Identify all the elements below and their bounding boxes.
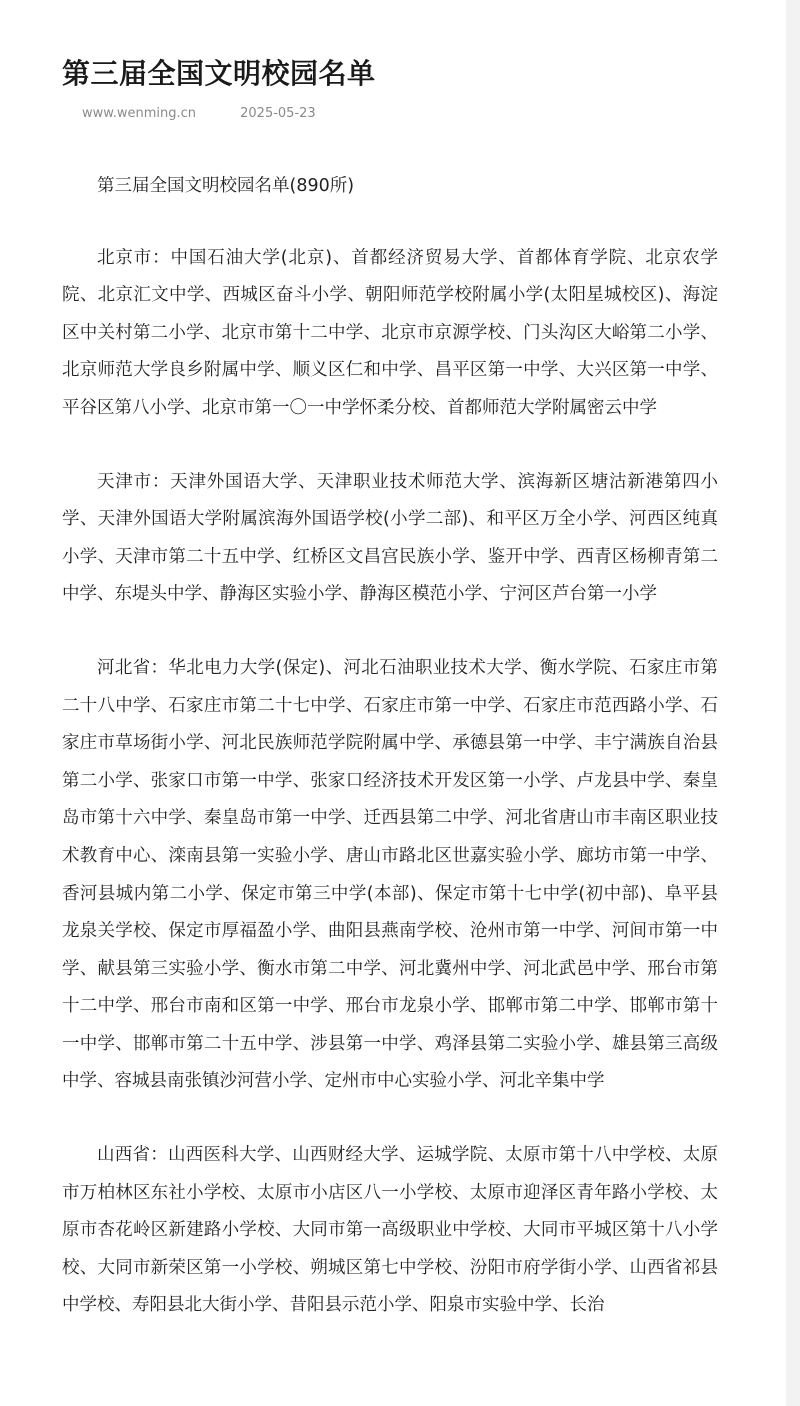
list-heading: 第三届全国文明校园名单(890所) xyxy=(97,176,355,196)
publish-date: 2025-05-23 xyxy=(240,106,316,121)
paragraph-tianjin: 天津市：天津外国语大学、天津职业技术师范大学、滨海新区塘沽新港第四小学、天津外国语大学附属滨海外国语学校(小学二部)、和平区万全小学、河西区纯真小学、天津市第二十五中学、红桥区文昌宫民族小学、鉴开中学、西青区杨柳青第二中学、东堤头中学、静海区实验小学、静海区模范小学、宁河区芦台第一小学 xyxy=(62,471,718,605)
paragraph-hebei: 河北省：华北电力大学(保定)、河北石油职业技术大学、衡水学院、石家庄市第二十八中学、石家庄市第二十七中学、石家庄市第一中学、石家庄市范西路小学、石家庄市草场街小学、河北民族师范学院附属中学、承德县第一中学、丰宁满族自治县第二小学、张家口市第一中学、张家口经济技术开发区第一小学、卢龙县中学、秦皇岛市第十六中学、秦皇岛市第一中学、迁西县第二中学、河北省唐山市丰南区职业技术教育中心、滦南县第一实验小学、唐山市路北区世嘉实验小学、廊坊市第一中学、香河县城内第二小学、保定市第三中学(本部)、保定市第十七中学(初中部)、阜平县龙泉关学校、保定市厚福盈小学、曲阳县燕南学校、沧州市第一中学、河间市第一中学、献县第三实验小学、衡水市第二中学、河北冀州中学、河北武邑中学、邢台市第十二中学、邢台市南和区第一中学、邢台市龙泉小学、邯郸市第二中学、邯郸市第十一中学、邯郸市第二十五中学、涉县第一中学、鸡泽县第二实验小学、雄县第三高级中学、容城县南张镇沙河营小学、定州市中心实验小学、河北辛集中学 xyxy=(62,657,718,1092)
article-body xyxy=(62,168,718,1361)
page-title: 第三届全国文明校园名单 xyxy=(62,57,376,90)
paragraph-shanxi: 山西省：山西医科大学、山西财经大学、运城学院、太原市第十八中学校、太原市万柏林区东社小学校、太原市小店区八一小学校、太原市迎泽区青年路小学校、太原市杏花岭区新建路小学校、大同市第一高级职业中学校、大同市平城区第十八小学校、大同市新荣区第一小学校、朔城区第七中学校、汾阳市府学街小学、山西省祁县中学校、寿阳县北大街小学、昔阳县示范小学、阳泉市实验中学、长治 xyxy=(62,1145,718,1316)
source-link[interactable]: www.wenming.cn xyxy=(82,106,196,121)
article-meta xyxy=(82,106,316,121)
paragraph-beijing: 北京市：中国石油大学(北京)、首都经济贸易大学、首都体育学院、北京农学院、北京汇文中学、西城区奋斗小学、朝阳师范学校附属小学(太阳星城校区)、海淀区中关村第二小学、北京市第十二中学、北京市京源学校、门头沟区大峪第二小学、北京师范大学良乡附属中学、顺义区仁和中学、昌平区第一中学、大兴区第一中学、平谷区第八小学、北京市第一〇一中学怀柔分校、首都师范大学附属密云中学 xyxy=(62,247,718,418)
scrollbar-track[interactable] xyxy=(786,0,800,1406)
